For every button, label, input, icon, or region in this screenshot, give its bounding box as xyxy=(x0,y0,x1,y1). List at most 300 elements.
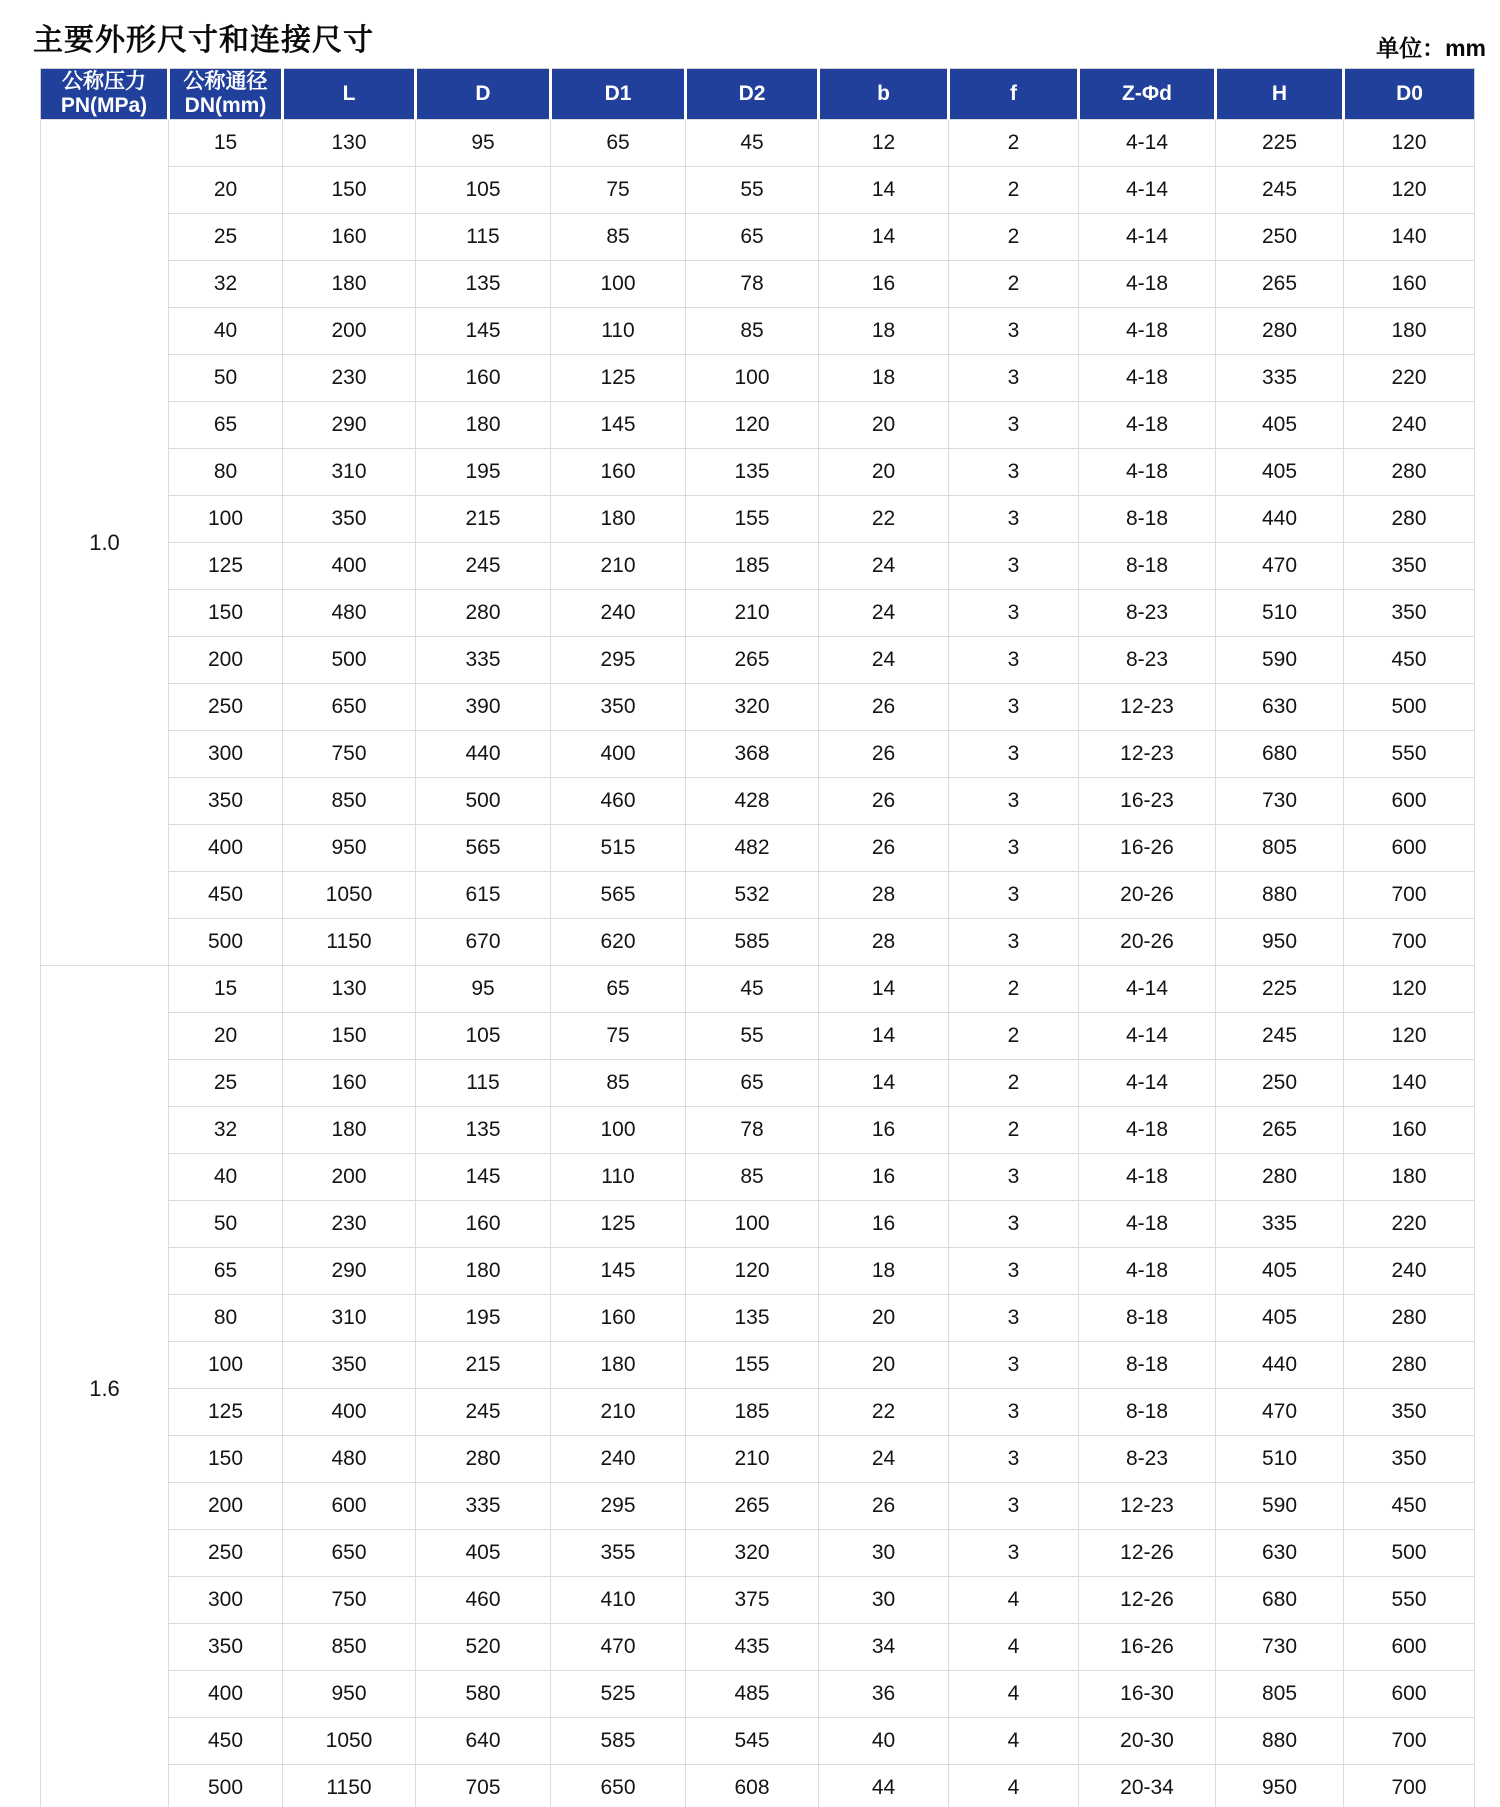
table-cell: 3 xyxy=(949,1295,1079,1342)
table-cell: 78 xyxy=(686,1107,819,1154)
table-cell: 160 xyxy=(1344,261,1475,308)
table-cell: 160 xyxy=(283,1060,416,1107)
table-cell: 185 xyxy=(686,1389,819,1436)
table-row xyxy=(41,1013,1475,1060)
table-cell: 3 xyxy=(949,1389,1079,1436)
table-cell: 335 xyxy=(416,637,551,684)
table-cell: 125 xyxy=(169,1389,283,1436)
table-header-cell: D2 xyxy=(686,69,819,120)
table-row xyxy=(41,1577,1475,1624)
table-cell: 24 xyxy=(819,637,949,684)
table-cell: 730 xyxy=(1216,778,1344,825)
table-cell: 4-14 xyxy=(1079,1013,1216,1060)
table-cell: 630 xyxy=(1216,1530,1344,1577)
table-cell: 160 xyxy=(1344,1107,1475,1154)
table-cell: 4-14 xyxy=(1079,966,1216,1013)
table-cell: 15 xyxy=(169,966,283,1013)
table-cell: 295 xyxy=(551,1483,686,1530)
table-cell: 15 xyxy=(169,120,283,167)
table-cell: 680 xyxy=(1216,731,1344,778)
table-cell: 100 xyxy=(686,355,819,402)
table-cell: 115 xyxy=(416,214,551,261)
table-cell: 300 xyxy=(169,731,283,778)
table-cell: 280 xyxy=(1344,449,1475,496)
table-cell: 485 xyxy=(686,1671,819,1718)
table-cell: 335 xyxy=(1216,355,1344,402)
table-cell: 40 xyxy=(819,1718,949,1765)
table-cell: 110 xyxy=(551,1154,686,1201)
table-cell: 265 xyxy=(686,637,819,684)
table-cell: 700 xyxy=(1344,1718,1475,1765)
table-cell: 32 xyxy=(169,1107,283,1154)
table-cell: 3 xyxy=(949,778,1079,825)
table-cell: 390 xyxy=(416,684,551,731)
table-cell: 250 xyxy=(169,1530,283,1577)
table-header-cell: D1 xyxy=(551,69,686,120)
table-cell: 400 xyxy=(283,543,416,590)
table-cell: 12-23 xyxy=(1079,731,1216,778)
table-cell: 55 xyxy=(686,167,819,214)
table-cell: 14 xyxy=(819,1013,949,1060)
table-cell: 125 xyxy=(169,543,283,590)
table-cell: 200 xyxy=(283,1154,416,1201)
table-cell: 650 xyxy=(283,684,416,731)
table-cell: 120 xyxy=(1344,120,1475,167)
table-cell: 16 xyxy=(819,261,949,308)
table-cell: 12-26 xyxy=(1079,1530,1216,1577)
table-cell: 1050 xyxy=(283,872,416,919)
table-header-cell: f xyxy=(949,69,1079,120)
table-cell: 155 xyxy=(686,1342,819,1389)
table-cell: 44 xyxy=(819,1765,949,1807)
table-cell: 950 xyxy=(1216,1765,1344,1807)
table-cell: 140 xyxy=(1344,214,1475,261)
table-cell: 600 xyxy=(1344,778,1475,825)
table-cell: 210 xyxy=(551,543,686,590)
table-cell: 3 xyxy=(949,872,1079,919)
table-cell: 615 xyxy=(416,872,551,919)
table-row xyxy=(41,1389,1475,1436)
table-cell: 350 xyxy=(283,496,416,543)
table-row xyxy=(41,778,1475,825)
table-cell: 16 xyxy=(819,1154,949,1201)
table-cell: 28 xyxy=(819,919,949,966)
table-cell: 280 xyxy=(416,590,551,637)
table-cell: 78 xyxy=(686,261,819,308)
table-cell: 290 xyxy=(283,1248,416,1295)
table-cell: 880 xyxy=(1216,872,1344,919)
table-cell: 585 xyxy=(551,1718,686,1765)
table-cell: 290 xyxy=(283,402,416,449)
table-cell: 250 xyxy=(1216,214,1344,261)
table-cell: 12-23 xyxy=(1079,1483,1216,1530)
table-cell: 225 xyxy=(1216,120,1344,167)
table-cell: 185 xyxy=(686,543,819,590)
table-cell: 515 xyxy=(551,825,686,872)
table-cell: 100 xyxy=(169,496,283,543)
table-cell: 520 xyxy=(416,1624,551,1671)
table-cell: 12-23 xyxy=(1079,684,1216,731)
table-cell: 350 xyxy=(551,684,686,731)
table-cell: 700 xyxy=(1344,1765,1475,1807)
table-cell: 550 xyxy=(1344,731,1475,778)
table-cell: 20-26 xyxy=(1079,919,1216,966)
table-cell: 2 xyxy=(949,214,1079,261)
table-cell: 4 xyxy=(949,1718,1079,1765)
table-cell: 65 xyxy=(686,1060,819,1107)
table-cell: 245 xyxy=(1216,167,1344,214)
table-cell: 24 xyxy=(819,590,949,637)
table-cell: 3 xyxy=(949,402,1079,449)
table-cell: 65 xyxy=(686,214,819,261)
table-cell: 145 xyxy=(416,308,551,355)
table-row xyxy=(41,1624,1475,1671)
table-cell: 730 xyxy=(1216,1624,1344,1671)
table-cell: 280 xyxy=(1344,496,1475,543)
table-cell: 440 xyxy=(416,731,551,778)
table-cell: 2 xyxy=(949,966,1079,1013)
table-cell: 16-26 xyxy=(1079,825,1216,872)
table-cell: 405 xyxy=(1216,402,1344,449)
table-cell: 650 xyxy=(283,1530,416,1577)
table-cell: 435 xyxy=(686,1624,819,1671)
table-cell: 700 xyxy=(1344,919,1475,966)
table-cell: 20-30 xyxy=(1079,1718,1216,1765)
table-cell: 510 xyxy=(1216,590,1344,637)
table-cell: 950 xyxy=(283,1671,416,1718)
table-cell: 850 xyxy=(283,778,416,825)
table-cell: 95 xyxy=(416,966,551,1013)
table-cell: 180 xyxy=(551,1342,686,1389)
table-row xyxy=(41,1436,1475,1483)
table-cell: 470 xyxy=(1216,543,1344,590)
table-cell: 3 xyxy=(949,1201,1079,1248)
table-cell: 8-18 xyxy=(1079,496,1216,543)
table-cell: 565 xyxy=(551,872,686,919)
table-cell: 4 xyxy=(949,1624,1079,1671)
table-cell: 160 xyxy=(551,449,686,496)
table-cell: 195 xyxy=(416,449,551,496)
table-cell: 4 xyxy=(949,1671,1079,1718)
table-cell: 3 xyxy=(949,308,1079,355)
table-cell: 16 xyxy=(819,1107,949,1154)
table-row xyxy=(41,1060,1475,1107)
table-cell: 368 xyxy=(686,731,819,778)
table-cell: 14 xyxy=(819,1060,949,1107)
table-cell: 320 xyxy=(686,1530,819,1577)
table-header-cell: H xyxy=(1216,69,1344,120)
table-cell: 545 xyxy=(686,1718,819,1765)
table-cell: 4-14 xyxy=(1079,214,1216,261)
table-cell: 36 xyxy=(819,1671,949,1718)
table-cell: 4-18 xyxy=(1079,355,1216,402)
table-row xyxy=(41,872,1475,919)
table-cell: 65 xyxy=(551,966,686,1013)
table-cell: 245 xyxy=(1216,1013,1344,1060)
table-cell: 85 xyxy=(551,1060,686,1107)
table-row xyxy=(41,1201,1475,1248)
table-cell: 22 xyxy=(819,496,949,543)
table-cell: 20 xyxy=(819,402,949,449)
table-row xyxy=(41,1671,1475,1718)
table-cell: 8-23 xyxy=(1079,637,1216,684)
table-cell: 145 xyxy=(416,1154,551,1201)
table-cell: 32 xyxy=(169,261,283,308)
table-cell: 3 xyxy=(949,919,1079,966)
table-cell: 200 xyxy=(169,1483,283,1530)
table-cell: 75 xyxy=(551,1013,686,1060)
table-header-row xyxy=(41,69,1475,120)
table-cell: 3 xyxy=(949,590,1079,637)
table-cell: 4-14 xyxy=(1079,167,1216,214)
table-cell: 85 xyxy=(686,1154,819,1201)
table-cell: 105 xyxy=(416,167,551,214)
table-cell: 3 xyxy=(949,825,1079,872)
table-cell: 180 xyxy=(283,1107,416,1154)
table-cell: 30 xyxy=(819,1530,949,1577)
table-cell: 565 xyxy=(416,825,551,872)
table-cell: 460 xyxy=(416,1577,551,1624)
table-cell: 220 xyxy=(1344,355,1475,402)
table-cell: 350 xyxy=(169,1624,283,1671)
table-cell: 355 xyxy=(551,1530,686,1577)
table-cell: 120 xyxy=(686,402,819,449)
table-cell: 210 xyxy=(686,590,819,637)
table-cell: 8-18 xyxy=(1079,1295,1216,1342)
table-cell: 400 xyxy=(283,1389,416,1436)
table-cell: 500 xyxy=(416,778,551,825)
table-header-cell: b xyxy=(819,69,949,120)
table-cell: 45 xyxy=(686,120,819,167)
table-cell: 100 xyxy=(551,261,686,308)
table-row xyxy=(41,308,1475,355)
table-cell: 3 xyxy=(949,1248,1079,1295)
table-cell: 850 xyxy=(283,1624,416,1671)
table-cell: 705 xyxy=(416,1765,551,1807)
table-cell: 3 xyxy=(949,684,1079,731)
table-cell: 135 xyxy=(416,1107,551,1154)
table-cell: 240 xyxy=(1344,1248,1475,1295)
table-row xyxy=(41,120,1475,167)
table-cell: 880 xyxy=(1216,1718,1344,1765)
table-cell: 210 xyxy=(686,1436,819,1483)
table-cell: 50 xyxy=(169,355,283,402)
table-cell: 130 xyxy=(283,120,416,167)
table-cell: 230 xyxy=(283,355,416,402)
table-cell: 34 xyxy=(819,1624,949,1671)
table-cell: 215 xyxy=(416,496,551,543)
table-cell: 4-18 xyxy=(1079,1201,1216,1248)
table-cell: 350 xyxy=(1344,543,1475,590)
table-cell: 50 xyxy=(169,1201,283,1248)
table-cell: 532 xyxy=(686,872,819,919)
table-cell: 320 xyxy=(686,684,819,731)
table-cell: 135 xyxy=(416,261,551,308)
table-cell: 4-18 xyxy=(1079,308,1216,355)
table-header-cell: D xyxy=(416,69,551,120)
table-cell: 25 xyxy=(169,214,283,261)
table-body xyxy=(41,120,1475,1807)
table-cell: 125 xyxy=(551,1201,686,1248)
table-row xyxy=(41,684,1475,731)
table-cell: 500 xyxy=(169,1765,283,1807)
table-cell: 450 xyxy=(169,1718,283,1765)
table-cell: 4 xyxy=(949,1577,1079,1624)
table-cell: 150 xyxy=(283,167,416,214)
table-cell: 310 xyxy=(283,1295,416,1342)
table-cell: 500 xyxy=(1344,684,1475,731)
table-cell: 215 xyxy=(416,1342,551,1389)
table-cell: 4-18 xyxy=(1079,449,1216,496)
table-cell: 135 xyxy=(686,1295,819,1342)
table-cell: 585 xyxy=(686,919,819,966)
table-row xyxy=(41,1483,1475,1530)
table-cell: 18 xyxy=(819,308,949,355)
table-cell: 450 xyxy=(169,872,283,919)
table-cell: 240 xyxy=(551,590,686,637)
table-cell: 120 xyxy=(1344,1013,1475,1060)
table-cell: 1150 xyxy=(283,919,416,966)
table-cell: 410 xyxy=(551,1577,686,1624)
table-cell: 280 xyxy=(1216,1154,1344,1201)
table-cell: 600 xyxy=(283,1483,416,1530)
table-cell: 20 xyxy=(169,167,283,214)
table-cell: 200 xyxy=(283,308,416,355)
table-cell: 85 xyxy=(686,308,819,355)
table-cell: 8-18 xyxy=(1079,543,1216,590)
table-cell: 620 xyxy=(551,919,686,966)
table-cell: 100 xyxy=(551,1107,686,1154)
table-cell: 240 xyxy=(1344,402,1475,449)
table-row xyxy=(41,1342,1475,1389)
table-cell: 350 xyxy=(1344,590,1475,637)
table-cell: 3 xyxy=(949,1483,1079,1530)
table-cell: 22 xyxy=(819,1389,949,1436)
table-cell: 195 xyxy=(416,1295,551,1342)
table-cell: 45 xyxy=(686,966,819,1013)
table-row xyxy=(41,590,1475,637)
table-cell: 8-23 xyxy=(1079,590,1216,637)
table-cell: 65 xyxy=(169,1248,283,1295)
table-cell: 26 xyxy=(819,825,949,872)
table-cell: 20 xyxy=(819,1342,949,1389)
table-cell: 450 xyxy=(1344,1483,1475,1530)
table-cell: 950 xyxy=(283,825,416,872)
pn-section-cell: 1.0 xyxy=(41,120,169,966)
table-cell: 120 xyxy=(686,1248,819,1295)
table-cell: 405 xyxy=(1216,449,1344,496)
table-cell: 265 xyxy=(1216,261,1344,308)
table-cell: 482 xyxy=(686,825,819,872)
table-row xyxy=(41,1295,1475,1342)
table-cell: 310 xyxy=(283,449,416,496)
table-row xyxy=(41,261,1475,308)
table-cell: 590 xyxy=(1216,1483,1344,1530)
table-cell: 4-14 xyxy=(1079,120,1216,167)
table-cell: 16-23 xyxy=(1079,778,1216,825)
table-cell: 145 xyxy=(551,1248,686,1295)
table-cell: 25 xyxy=(169,1060,283,1107)
table-cell: 4-18 xyxy=(1079,1154,1216,1201)
table-cell: 640 xyxy=(416,1718,551,1765)
table-row xyxy=(41,825,1475,872)
table-cell: 20-34 xyxy=(1079,1765,1216,1807)
table-cell: 3 xyxy=(949,543,1079,590)
table-cell: 95 xyxy=(416,120,551,167)
table-cell: 230 xyxy=(283,1201,416,1248)
table-row xyxy=(41,637,1475,684)
table-cell: 265 xyxy=(686,1483,819,1530)
table-cell: 115 xyxy=(416,1060,551,1107)
table-cell: 12-26 xyxy=(1079,1577,1216,1624)
table-cell: 180 xyxy=(416,1248,551,1295)
table-cell: 16 xyxy=(819,1201,949,1248)
table-cell: 85 xyxy=(551,214,686,261)
table-cell: 26 xyxy=(819,1483,949,1530)
table-cell: 125 xyxy=(551,355,686,402)
table-row xyxy=(41,966,1475,1013)
table-cell: 40 xyxy=(169,1154,283,1201)
table-cell: 225 xyxy=(1216,966,1344,1013)
table-row xyxy=(41,1154,1475,1201)
table-cell: 100 xyxy=(686,1201,819,1248)
table-cell: 2 xyxy=(949,1107,1079,1154)
table-cell: 14 xyxy=(819,167,949,214)
table-cell: 525 xyxy=(551,1671,686,1718)
table-row xyxy=(41,1107,1475,1154)
table-cell: 150 xyxy=(169,1436,283,1483)
table-cell: 65 xyxy=(551,120,686,167)
table-cell: 110 xyxy=(551,308,686,355)
table-cell: 160 xyxy=(416,1201,551,1248)
table-cell: 8-18 xyxy=(1079,1342,1216,1389)
table-header-cell: L xyxy=(283,69,416,120)
table-cell: 280 xyxy=(1344,1295,1475,1342)
table-row xyxy=(41,1765,1475,1807)
table-row xyxy=(41,449,1475,496)
table-cell: 3 xyxy=(949,1154,1079,1201)
table-cell: 265 xyxy=(1216,1107,1344,1154)
table-cell: 300 xyxy=(169,1577,283,1624)
table-cell: 3 xyxy=(949,1342,1079,1389)
table-cell: 405 xyxy=(1216,1248,1344,1295)
table-cell: 440 xyxy=(1216,1342,1344,1389)
table-cell: 480 xyxy=(283,590,416,637)
table-cell: 3 xyxy=(949,731,1079,778)
table-cell: 55 xyxy=(686,1013,819,1060)
table-cell: 4-18 xyxy=(1079,402,1216,449)
table-cell: 80 xyxy=(169,449,283,496)
table-cell: 180 xyxy=(551,496,686,543)
table-row xyxy=(41,1248,1475,1295)
table-cell: 3 xyxy=(949,1530,1079,1577)
table-cell: 3 xyxy=(949,449,1079,496)
table-cell: 20-26 xyxy=(1079,872,1216,919)
table-cell: 805 xyxy=(1216,1671,1344,1718)
unit-label: 单位：mm xyxy=(1376,35,1486,61)
table-cell: 630 xyxy=(1216,684,1344,731)
table-cell: 4-18 xyxy=(1079,1107,1216,1154)
table-cell: 600 xyxy=(1344,1671,1475,1718)
table-cell: 3 xyxy=(949,1436,1079,1483)
table-cell: 160 xyxy=(551,1295,686,1342)
table-cell: 350 xyxy=(1344,1436,1475,1483)
table-cell: 140 xyxy=(1344,1060,1475,1107)
table-row xyxy=(41,543,1475,590)
table-cell: 440 xyxy=(1216,496,1344,543)
table-cell: 750 xyxy=(283,1577,416,1624)
table-cell: 145 xyxy=(551,402,686,449)
